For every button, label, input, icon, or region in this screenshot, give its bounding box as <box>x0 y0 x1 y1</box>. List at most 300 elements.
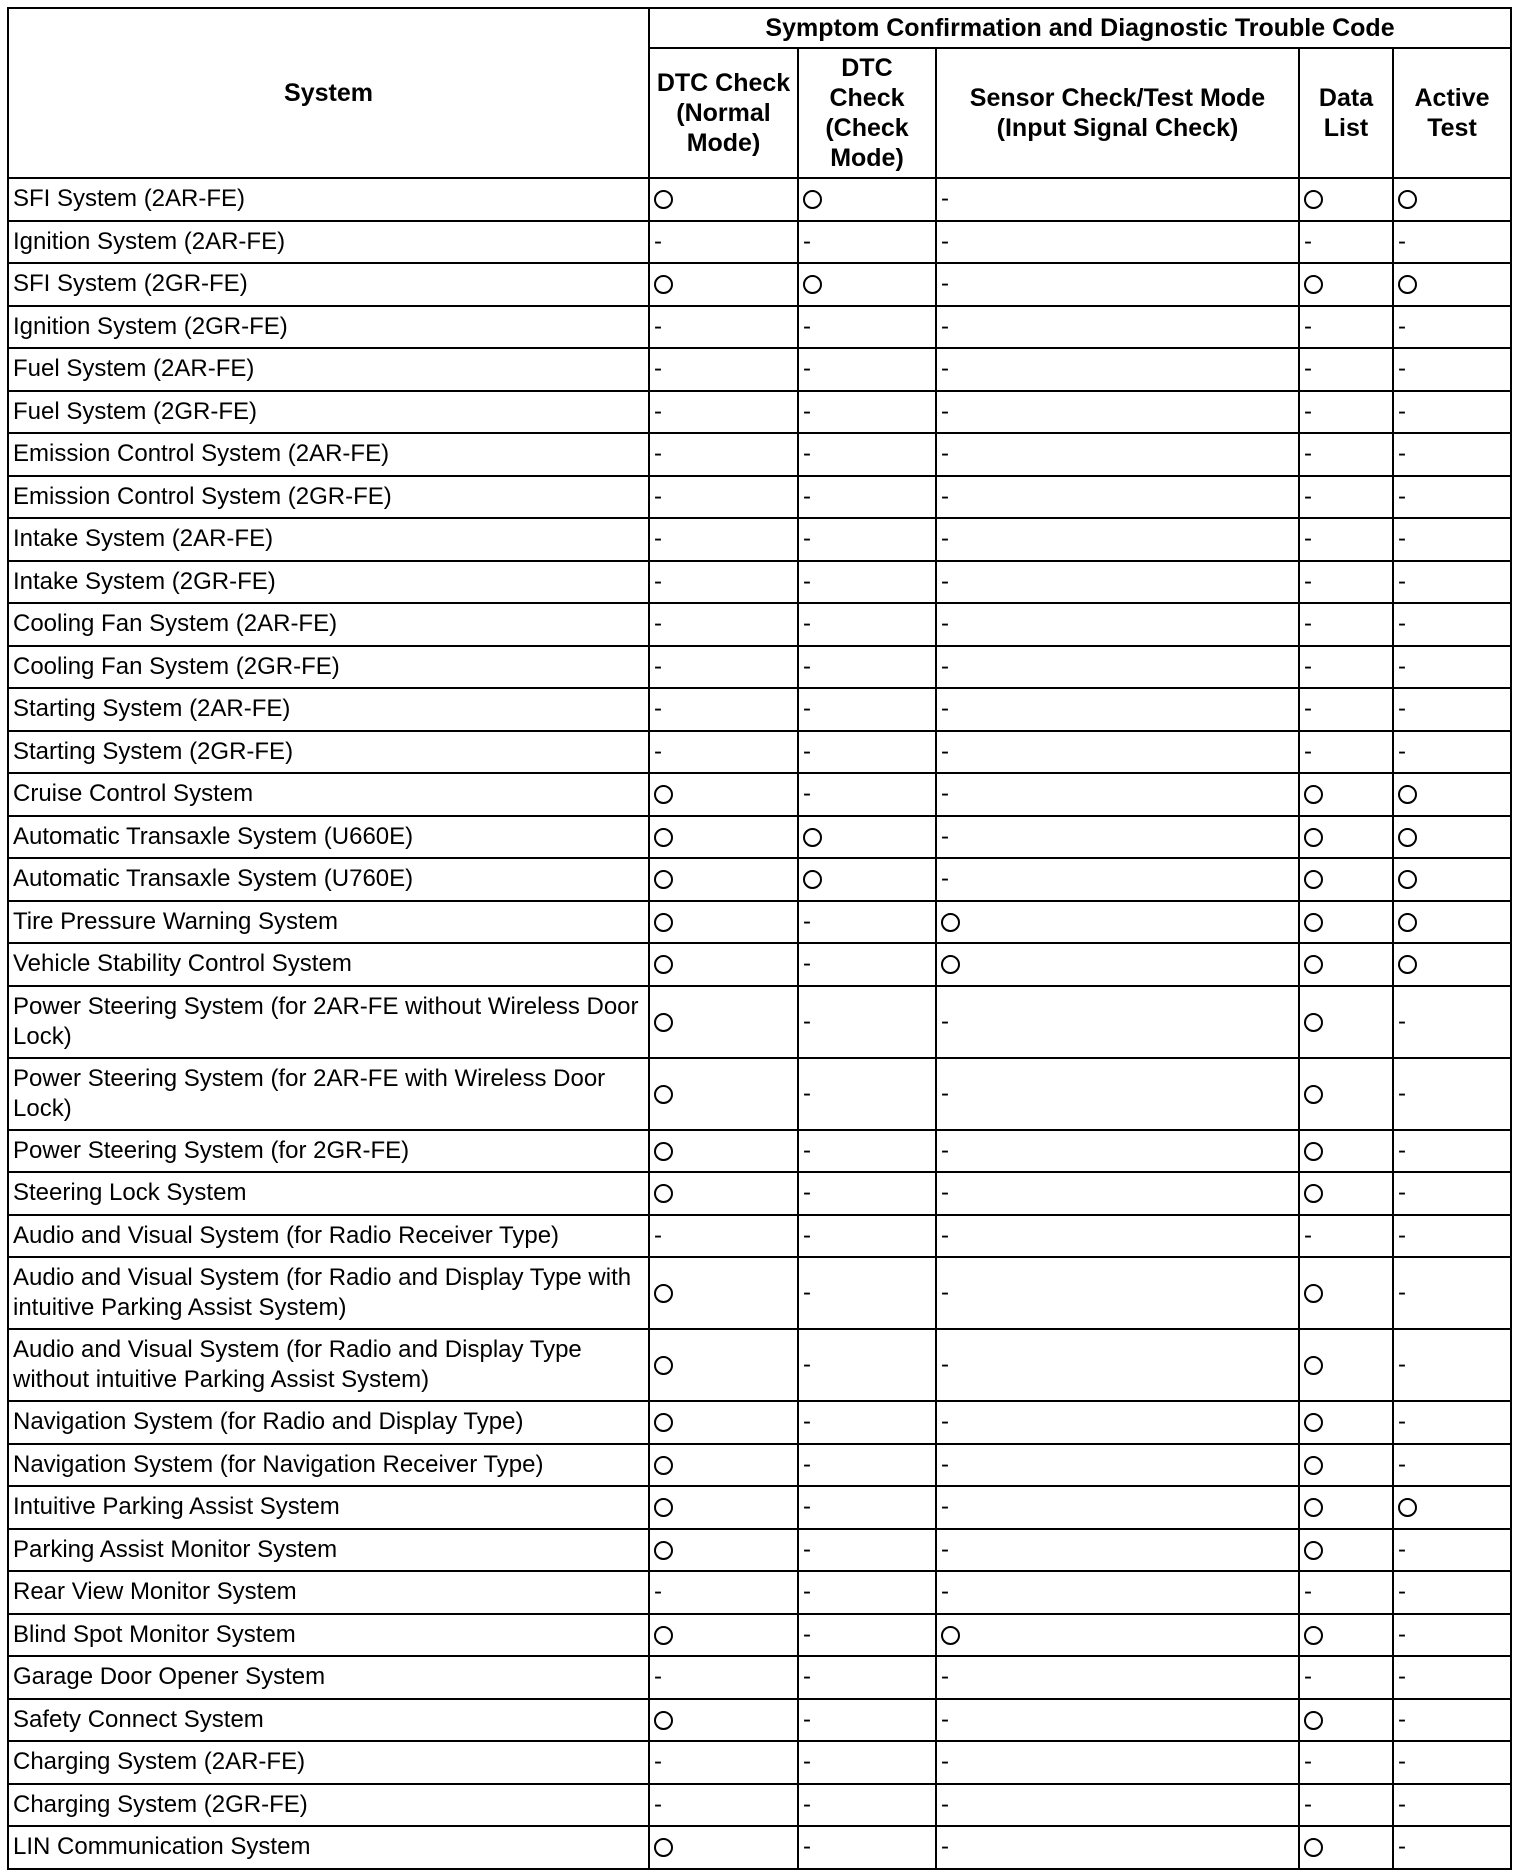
supported-circle-icon <box>654 828 673 847</box>
not-applicable-dash: - <box>803 1079 811 1107</box>
cell-data-list <box>1299 433 1393 476</box>
not-applicable-dash: - <box>941 525 949 553</box>
table-row <box>8 1614 1511 1657</box>
cell-dtc-check <box>798 901 936 944</box>
system-name-cell: Safety Connect System <box>8 1699 649 1742</box>
table-row <box>8 561 1511 604</box>
supported-circle-icon <box>654 1838 673 1857</box>
cell-dtc-check <box>798 1656 936 1699</box>
table-row <box>8 1741 1511 1784</box>
not-applicable-dash: - <box>803 1450 811 1478</box>
not-applicable-dash: - <box>654 482 662 510</box>
system-column-header: System <box>8 8 649 178</box>
supported-circle-icon <box>1304 913 1323 932</box>
supported-circle-icon <box>941 955 960 974</box>
not-applicable-dash: - <box>941 1493 949 1521</box>
cell-dtc-normal <box>649 1699 798 1742</box>
not-applicable-dash: - <box>1398 1535 1406 1563</box>
cell-sensor-check <box>936 1699 1299 1742</box>
not-applicable-dash: - <box>941 355 949 383</box>
cell-dtc-normal <box>649 646 798 689</box>
table-row <box>8 178 1511 221</box>
not-applicable-dash: - <box>1398 1663 1406 1691</box>
supported-circle-icon <box>654 1284 673 1303</box>
cell-dtc-normal <box>649 476 798 519</box>
not-applicable-dash: - <box>941 1578 949 1606</box>
not-applicable-dash: - <box>803 780 811 808</box>
cell-dtc-check <box>798 688 936 731</box>
not-applicable-dash: - <box>803 695 811 723</box>
cell-data-list <box>1299 731 1393 774</box>
not-applicable-dash: - <box>803 610 811 638</box>
not-applicable-dash: - <box>803 397 811 425</box>
table-row <box>8 603 1511 646</box>
cell-data-list <box>1299 1614 1393 1657</box>
cell-dtc-check <box>798 773 936 816</box>
cell-sensor-check <box>936 433 1299 476</box>
system-name-cell: Emission Control System (2AR-FE) <box>8 433 649 476</box>
not-applicable-dash: - <box>803 312 811 340</box>
not-applicable-dash: - <box>803 227 811 255</box>
supported-circle-icon <box>1304 1284 1323 1303</box>
cell-sensor-check <box>936 858 1299 901</box>
cell-sensor-check <box>936 221 1299 264</box>
cell-dtc-check <box>798 306 936 349</box>
cell-active-test <box>1393 1486 1511 1529</box>
cell-sensor-check <box>936 1826 1299 1869</box>
cell-active-test <box>1393 391 1511 434</box>
cell-sensor-check <box>936 1741 1299 1784</box>
cell-dtc-normal <box>649 603 798 646</box>
table-row <box>8 1699 1511 1742</box>
cell-data-list <box>1299 1571 1393 1614</box>
cell-dtc-normal <box>649 816 798 859</box>
not-applicable-dash: - <box>1398 227 1406 255</box>
table-row <box>8 221 1511 264</box>
supported-circle-icon <box>1304 1456 1323 1475</box>
system-name-cell: Charging System (2GR-FE) <box>8 1784 649 1827</box>
not-applicable-dash: - <box>1304 355 1312 383</box>
cell-active-test <box>1393 518 1511 561</box>
not-applicable-dash: - <box>1304 312 1312 340</box>
supported-circle-icon <box>1398 870 1417 889</box>
table-row <box>8 1486 1511 1529</box>
supported-circle-icon <box>1304 785 1323 804</box>
cell-active-test <box>1393 858 1511 901</box>
not-applicable-dash: - <box>803 1493 811 1521</box>
cell-dtc-normal <box>649 858 798 901</box>
cell-active-test <box>1393 1257 1511 1329</box>
not-applicable-dash: - <box>803 950 811 978</box>
cell-active-test <box>1393 348 1511 391</box>
cell-dtc-normal <box>649 178 798 221</box>
cell-active-test <box>1393 1614 1511 1657</box>
cell-active-test <box>1393 1826 1511 1869</box>
cell-data-list <box>1299 1784 1393 1827</box>
cell-data-list <box>1299 476 1393 519</box>
cell-data-list <box>1299 858 1393 901</box>
cell-dtc-normal <box>649 1614 798 1657</box>
column-header-data-list: Data List <box>1299 48 1393 178</box>
cell-dtc-check <box>798 603 936 646</box>
not-applicable-dash: - <box>941 270 949 298</box>
cell-active-test <box>1393 731 1511 774</box>
cell-dtc-check <box>798 1257 936 1329</box>
cell-data-list <box>1299 1699 1393 1742</box>
supported-circle-icon <box>654 1142 673 1161</box>
supported-circle-icon <box>654 275 673 294</box>
cell-data-list <box>1299 221 1393 264</box>
cell-dtc-normal <box>649 561 798 604</box>
supported-circle-icon <box>1398 913 1417 932</box>
not-applicable-dash: - <box>803 1408 811 1436</box>
system-name-cell: Steering Lock System <box>8 1172 649 1215</box>
cell-dtc-normal <box>649 348 798 391</box>
not-applicable-dash: - <box>654 1790 662 1818</box>
supported-circle-icon <box>654 1085 673 1104</box>
table-row <box>8 476 1511 519</box>
cell-dtc-normal <box>649 1215 798 1258</box>
not-applicable-dash: - <box>1304 440 1312 468</box>
cell-dtc-check <box>798 1784 936 1827</box>
system-name-cell: Fuel System (2AR-FE) <box>8 348 649 391</box>
not-applicable-dash: - <box>803 1748 811 1776</box>
cell-data-list <box>1299 1329 1393 1401</box>
supported-circle-icon <box>803 870 822 889</box>
not-applicable-dash: - <box>654 312 662 340</box>
cell-dtc-normal <box>649 1130 798 1173</box>
not-applicable-dash: - <box>654 440 662 468</box>
not-applicable-dash: - <box>941 1351 949 1378</box>
system-name-cell: Parking Assist Monitor System <box>8 1529 649 1572</box>
cell-active-test <box>1393 1656 1511 1699</box>
system-name-cell: Intake System (2AR-FE) <box>8 518 649 561</box>
not-applicable-dash: - <box>1304 1663 1312 1691</box>
not-applicable-dash: - <box>1398 312 1406 340</box>
supported-circle-icon <box>1304 275 1323 294</box>
not-applicable-dash: - <box>1304 1790 1312 1818</box>
supported-circle-icon <box>1304 1711 1323 1730</box>
system-name-cell: Intuitive Parking Assist System <box>8 1486 649 1529</box>
cell-sensor-check <box>936 1784 1299 1827</box>
cell-data-list <box>1299 1741 1393 1784</box>
supported-circle-icon <box>654 1711 673 1730</box>
cell-data-list <box>1299 816 1393 859</box>
cell-dtc-check <box>798 731 936 774</box>
supported-circle-icon <box>1398 275 1417 294</box>
cell-data-list <box>1299 1130 1393 1173</box>
not-applicable-dash: - <box>1398 440 1406 468</box>
cell-sensor-check <box>936 263 1299 306</box>
table-row <box>8 646 1511 689</box>
cell-data-list <box>1299 1172 1393 1215</box>
not-applicable-dash: - <box>803 1833 811 1861</box>
cell-sensor-check <box>936 731 1299 774</box>
table-row <box>8 816 1511 859</box>
not-applicable-dash: - <box>941 1833 949 1861</box>
system-name-cell: Power Steering System (for 2GR-FE) <box>8 1130 649 1173</box>
cell-dtc-normal <box>649 263 798 306</box>
cell-data-list <box>1299 1486 1393 1529</box>
table-row <box>8 433 1511 476</box>
not-applicable-dash: - <box>1398 1578 1406 1606</box>
not-applicable-dash: - <box>1398 1408 1406 1436</box>
not-applicable-dash: - <box>1304 1221 1312 1249</box>
cell-sensor-check <box>936 1486 1299 1529</box>
cell-dtc-check <box>798 391 936 434</box>
table-row <box>8 943 1511 986</box>
cell-dtc-check <box>798 816 936 859</box>
table-row <box>8 1784 1511 1827</box>
not-applicable-dash: - <box>654 525 662 553</box>
cell-dtc-normal <box>649 773 798 816</box>
supported-circle-icon <box>803 275 822 294</box>
not-applicable-dash: - <box>941 652 949 680</box>
cell-active-test <box>1393 1215 1511 1258</box>
cell-dtc-check <box>798 1571 936 1614</box>
table-row <box>8 1329 1511 1401</box>
not-applicable-dash: - <box>803 525 811 553</box>
cell-sensor-check <box>936 561 1299 604</box>
cell-data-list <box>1299 1215 1393 1258</box>
cell-active-test <box>1393 688 1511 731</box>
system-name-cell: Navigation System (for Radio and Display Type) <box>8 1401 649 1444</box>
column-header-dtc-normal: DTC Check (Normal Mode) <box>649 48 798 178</box>
cell-data-list <box>1299 391 1393 434</box>
cell-sensor-check <box>936 1529 1299 1572</box>
system-name-cell: SFI System (2AR-FE) <box>8 178 649 221</box>
not-applicable-dash: - <box>654 610 662 638</box>
supported-circle-icon <box>654 190 673 209</box>
not-applicable-dash: - <box>1398 737 1406 765</box>
not-applicable-dash: - <box>803 440 811 468</box>
system-name-cell: Audio and Visual System (for Radio Receiver Type) <box>8 1215 649 1258</box>
cell-data-list <box>1299 518 1393 561</box>
cell-sensor-check <box>936 1257 1299 1329</box>
supported-circle-icon <box>1304 1541 1323 1560</box>
supported-circle-icon <box>654 870 673 889</box>
cell-data-list <box>1299 1401 1393 1444</box>
cell-sensor-check <box>936 901 1299 944</box>
system-name-cell: Power Steering System (for 2AR-FE without Wireless Door Lock) <box>8 986 649 1058</box>
cell-dtc-normal <box>649 518 798 561</box>
cell-data-list <box>1299 306 1393 349</box>
not-applicable-dash: - <box>1304 652 1312 680</box>
not-applicable-dash: - <box>1398 355 1406 383</box>
cell-dtc-check <box>798 1699 936 1742</box>
cell-dtc-normal <box>649 433 798 476</box>
not-applicable-dash: - <box>1398 525 1406 553</box>
not-applicable-dash: - <box>941 1408 949 1436</box>
cell-dtc-check <box>798 1614 936 1657</box>
not-applicable-dash: - <box>1398 1450 1406 1478</box>
system-name-cell: Starting System (2AR-FE) <box>8 688 649 731</box>
supported-circle-icon <box>1398 1498 1417 1517</box>
not-applicable-dash: - <box>1398 1279 1406 1306</box>
table-row <box>8 773 1511 816</box>
cell-active-test <box>1393 603 1511 646</box>
supported-circle-icon <box>1304 955 1323 974</box>
column-header-sensor-check: Sensor Check/Test Mode (Input Signal Check) <box>936 48 1299 178</box>
not-applicable-dash: - <box>1398 695 1406 723</box>
table-row <box>8 858 1511 901</box>
not-applicable-dash: - <box>803 907 811 935</box>
not-applicable-dash: - <box>941 397 949 425</box>
system-name-cell: Tire Pressure Warning System <box>8 901 649 944</box>
table-row <box>8 1130 1511 1173</box>
cell-dtc-check <box>798 561 936 604</box>
supported-circle-icon <box>654 913 673 932</box>
not-applicable-dash: - <box>941 185 949 213</box>
system-name-cell: Vehicle Stability Control System <box>8 943 649 986</box>
cell-sensor-check <box>936 1215 1299 1258</box>
not-applicable-dash: - <box>1304 1748 1312 1776</box>
table-row <box>8 1826 1511 1869</box>
table-row <box>8 518 1511 561</box>
supported-circle-icon <box>803 828 822 847</box>
table-row <box>8 688 1511 731</box>
not-applicable-dash: - <box>654 1663 662 1691</box>
not-applicable-dash: - <box>803 1620 811 1648</box>
not-applicable-dash: - <box>803 355 811 383</box>
supported-circle-icon <box>654 955 673 974</box>
cell-dtc-check <box>798 1444 936 1487</box>
system-name-cell: Intake System (2GR-FE) <box>8 561 649 604</box>
cell-active-test <box>1393 263 1511 306</box>
cell-active-test <box>1393 221 1511 264</box>
not-applicable-dash: - <box>803 482 811 510</box>
table-row <box>8 1444 1511 1487</box>
supported-circle-icon <box>654 1498 673 1517</box>
supported-circle-icon <box>654 1626 673 1645</box>
system-name-cell: Starting System (2GR-FE) <box>8 731 649 774</box>
cell-dtc-check <box>798 518 936 561</box>
cell-sensor-check <box>936 603 1299 646</box>
cell-sensor-check <box>936 773 1299 816</box>
supported-circle-icon <box>654 1456 673 1475</box>
cell-dtc-normal <box>649 1058 798 1130</box>
supported-circle-icon <box>1304 870 1323 889</box>
not-applicable-dash: - <box>941 1535 949 1563</box>
supported-circle-icon <box>1304 1498 1323 1517</box>
cell-active-test <box>1393 306 1511 349</box>
system-name-cell: LIN Communication System <box>8 1826 649 1869</box>
cell-active-test <box>1393 433 1511 476</box>
cell-sensor-check <box>936 1130 1299 1173</box>
cell-dtc-check <box>798 348 936 391</box>
cell-active-test <box>1393 1529 1511 1572</box>
cell-active-test <box>1393 646 1511 689</box>
supported-circle-icon <box>654 1356 673 1375</box>
cell-active-test <box>1393 1444 1511 1487</box>
not-applicable-dash: - <box>941 1790 949 1818</box>
cell-dtc-check <box>798 943 936 986</box>
not-applicable-dash: - <box>803 1535 811 1563</box>
not-applicable-dash: - <box>1398 1179 1406 1207</box>
not-applicable-dash: - <box>654 355 662 383</box>
not-applicable-dash: - <box>654 1221 662 1249</box>
cell-data-list <box>1299 1656 1393 1699</box>
not-applicable-dash: - <box>1304 567 1312 595</box>
not-applicable-dash: - <box>803 1179 811 1207</box>
supported-circle-icon <box>1304 1626 1323 1645</box>
diagnostic-table-container <box>7 7 1510 1870</box>
supported-circle-icon <box>1304 1142 1323 1161</box>
not-applicable-dash: - <box>941 227 949 255</box>
not-applicable-dash: - <box>654 737 662 765</box>
supported-circle-icon <box>654 1541 673 1560</box>
not-applicable-dash: - <box>941 312 949 340</box>
cell-data-list <box>1299 561 1393 604</box>
system-name-cell: Charging System (2AR-FE) <box>8 1741 649 1784</box>
not-applicable-dash: - <box>1398 1833 1406 1861</box>
system-name-cell: Ignition System (2AR-FE) <box>8 221 649 264</box>
not-applicable-dash: - <box>654 1748 662 1776</box>
cell-dtc-check <box>798 1401 936 1444</box>
cell-dtc-check <box>798 1172 936 1215</box>
cell-dtc-check <box>798 1058 936 1130</box>
cell-dtc-normal <box>649 1444 798 1487</box>
cell-data-list <box>1299 348 1393 391</box>
cell-data-list <box>1299 1826 1393 1869</box>
cell-sensor-check <box>936 518 1299 561</box>
supported-circle-icon <box>1304 1838 1323 1857</box>
not-applicable-dash: - <box>1398 1007 1406 1035</box>
not-applicable-dash: - <box>1398 397 1406 425</box>
cell-dtc-check <box>798 1529 936 1572</box>
not-applicable-dash: - <box>1398 1079 1406 1107</box>
not-applicable-dash: - <box>941 1663 949 1691</box>
cell-active-test <box>1393 901 1511 944</box>
table-row <box>8 901 1511 944</box>
not-applicable-dash: - <box>1304 737 1312 765</box>
supported-circle-icon <box>941 913 960 932</box>
not-applicable-dash: - <box>1398 1705 1406 1733</box>
cell-dtc-normal <box>649 688 798 731</box>
cell-sensor-check <box>936 391 1299 434</box>
not-applicable-dash: - <box>803 1221 811 1249</box>
not-applicable-dash: - <box>803 1351 811 1378</box>
table-row <box>8 986 1511 1058</box>
cell-data-list <box>1299 1529 1393 1572</box>
table-row <box>8 1529 1511 1572</box>
not-applicable-dash: - <box>1398 1136 1406 1164</box>
not-applicable-dash: - <box>803 737 811 765</box>
cell-data-list <box>1299 1444 1393 1487</box>
cell-dtc-check <box>798 1329 936 1401</box>
cell-dtc-normal <box>649 1401 798 1444</box>
system-name-cell: Cooling Fan System (2AR-FE) <box>8 603 649 646</box>
not-applicable-dash: - <box>803 1007 811 1035</box>
not-applicable-dash: - <box>654 227 662 255</box>
cell-data-list <box>1299 263 1393 306</box>
not-applicable-dash: - <box>1304 525 1312 553</box>
cell-dtc-check <box>798 1826 936 1869</box>
table-row <box>8 263 1511 306</box>
system-name-cell: Garage Door Opener System <box>8 1656 649 1699</box>
cell-sensor-check <box>936 1058 1299 1130</box>
table-row <box>8 1656 1511 1699</box>
not-applicable-dash: - <box>941 1079 949 1107</box>
cell-dtc-normal <box>649 391 798 434</box>
system-name-cell: SFI System (2GR-FE) <box>8 263 649 306</box>
cell-dtc-normal <box>649 1172 798 1215</box>
cell-dtc-normal <box>649 731 798 774</box>
not-applicable-dash: - <box>941 822 949 850</box>
system-name-cell: Navigation System (for Navigation Receiver Type) <box>8 1444 649 1487</box>
cell-dtc-normal <box>649 943 798 986</box>
table-row <box>8 1058 1511 1130</box>
